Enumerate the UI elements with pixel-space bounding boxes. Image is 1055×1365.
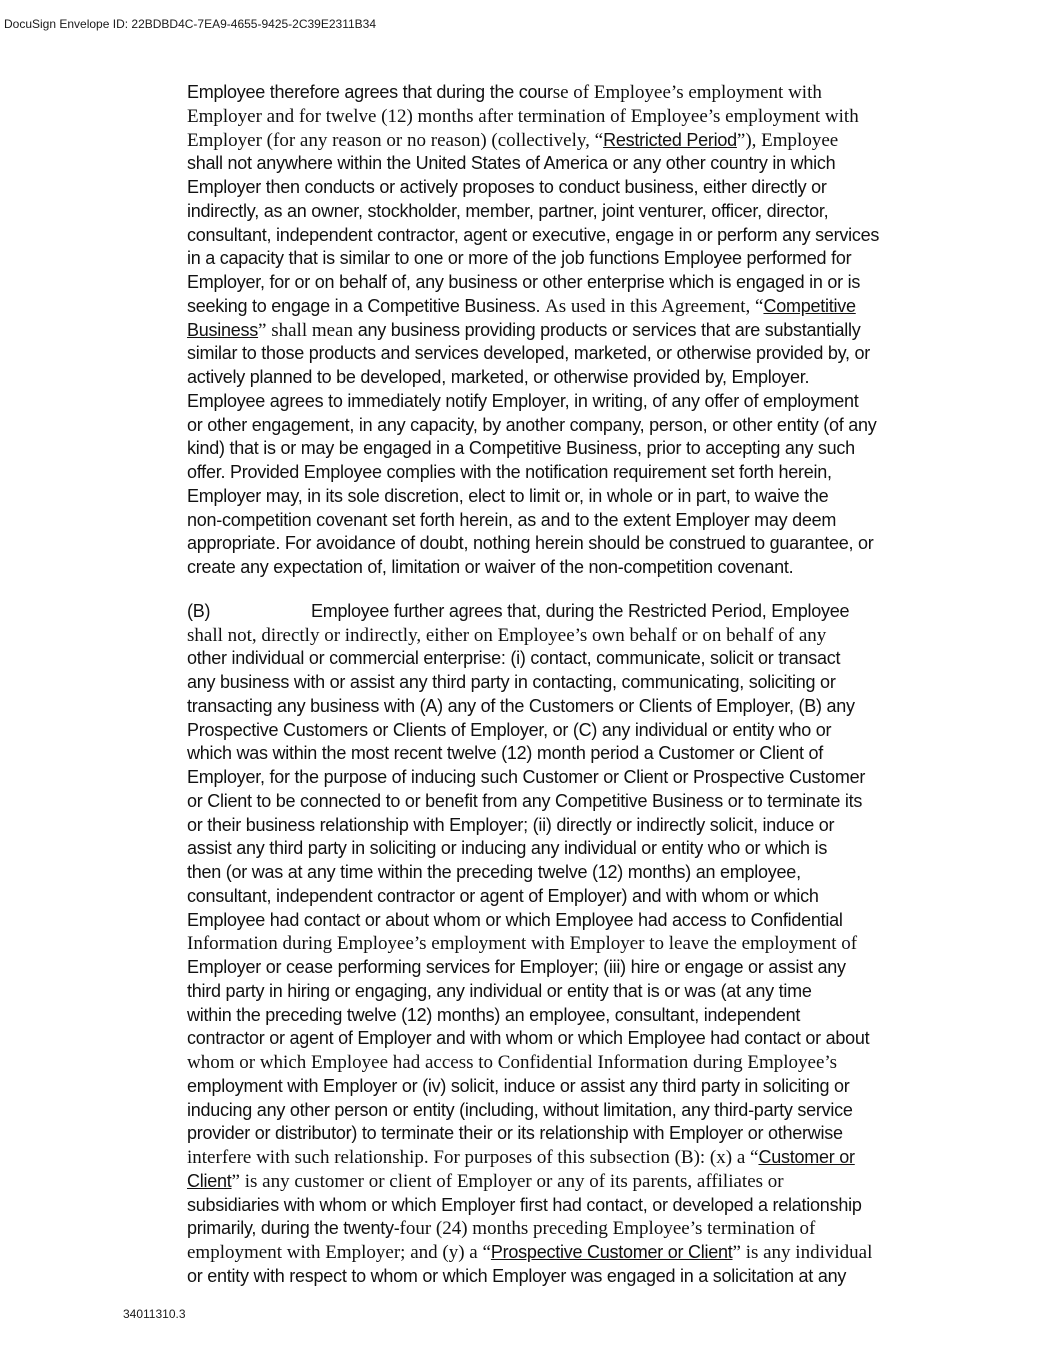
- paragraph-b: [187, 600, 939, 1289]
- text-run: shall not anywhere within the United States of America or any other country in which: [187, 153, 836, 174]
- text-line: [187, 1146, 939, 1170]
- text-run: Prospective Customers or Clients of Employer, or (C) any individual or entity who or: [187, 719, 832, 740]
- text-run: which was within the most recent twelve (12) month period a Customer or Client of: [187, 743, 824, 764]
- text-line: [187, 1217, 939, 1241]
- text-line: [187, 1099, 939, 1123]
- text-line: [187, 814, 939, 838]
- text-run: Information during Employee’s employment with Employer to leave the employment of: [187, 933, 858, 955]
- text-line: [187, 766, 939, 790]
- text-run: Employer and for twelve (12) months after termination of Employee’s employment with: [187, 105, 859, 127]
- text-run: employment with Employer or (iv) solicit, induce or assist any third party in soliciting or: [187, 1075, 850, 1096]
- text-run: consultant, independent contractor, agent or executive, engage in or perform any services: [187, 224, 880, 245]
- text-run: Employee therefore agrees that during the cour: [187, 82, 553, 102]
- text-run: interfere with such relationship. For purposes of this subsection (B): (x) a “: [187, 1147, 759, 1168]
- text-run: provider or distributor) to terminate their or its relationship with Employer or otherwise: [187, 1123, 843, 1144]
- text-line: [187, 742, 939, 766]
- text-run: indirectly, as an owner, stockholder, member, partner, joint venturer, officer, director,: [187, 200, 829, 221]
- text-line: [187, 1170, 939, 1194]
- defined-term: Customer or: [758, 1147, 855, 1167]
- text-line: [187, 556, 939, 580]
- text-run: other individual or commercial enterprise: (i) contact, communicate, solicit or transact: [187, 648, 841, 669]
- defined-term: Competitive: [763, 295, 856, 316]
- text-line: [187, 932, 939, 956]
- text-run: then (or was at any time within the preceding twelve (12) months) an employee,: [187, 862, 801, 882]
- text-line: [187, 461, 939, 485]
- document-number: 34011310.3: [123, 1307, 186, 1321]
- text-line: [187, 295, 939, 319]
- text-line: [187, 81, 939, 105]
- text-run: any business providing products or services that are substantially: [357, 319, 861, 340]
- text-line: [187, 695, 939, 719]
- text-run: Employer, for or on behalf of, any business or other enterprise which is engaged in or is: [187, 272, 861, 292]
- text-line: [187, 1122, 939, 1146]
- text-line: [187, 861, 939, 885]
- text-line: [187, 885, 939, 909]
- text-line: [187, 271, 939, 295]
- text-line: [187, 671, 939, 695]
- text-run: in a capacity that is similar to one or more of the job functions Employee performed for: [187, 248, 852, 269]
- text-line: [187, 319, 939, 343]
- defined-term: Prospective Customer or Client: [490, 1242, 733, 1262]
- subsection-marker: (B): [187, 600, 211, 621]
- text-line: [187, 1004, 939, 1028]
- text-run: Employee agrees to immediately notify Employer, in writing, of any offer of employment: [187, 390, 859, 411]
- text-run: Employer or cease performing services for Employer; (iii) hire or engage or assist any: [187, 957, 846, 977]
- text-run: appropriate. For avoidance of doubt, nothing herein should be construed to guarantee, or: [187, 533, 874, 554]
- text-run: offer. Provided Employee complies with the notification requirement set forth herein,: [187, 462, 832, 482]
- text-line: [187, 390, 939, 414]
- text-run: primarily, during the twenty-: [187, 1218, 400, 1239]
- text-run: non-competition covenant set forth herein, as and to the extent Employer may deem: [187, 509, 837, 530]
- text-line: [187, 342, 939, 366]
- text-line: [187, 509, 939, 533]
- text-run: ” shall mean: [258, 319, 358, 341]
- text-line: [187, 129, 939, 153]
- text-line: [187, 200, 939, 224]
- text-line: [187, 909, 939, 933]
- text-line: [187, 224, 939, 248]
- text-line: [187, 980, 939, 1004]
- text-run: or entity with respect to whom or which Employer was engaged in a solicitation at any: [187, 1265, 847, 1286]
- text-run: create any expectation of, limitation or waiver of the non-competition covenant.: [187, 557, 794, 577]
- text-run: kind) that is or may be engaged in a Competitive Business, prior to accepting any such: [187, 438, 855, 459]
- text-line: [187, 152, 939, 176]
- text-run: similar to those products and services developed, marketed, or otherwise provided by, or: [187, 343, 871, 364]
- text-line: [187, 414, 939, 438]
- text-line: [187, 532, 939, 556]
- text-run: or other engagement, in any capacity, by another company, person, or other entity (of any: [187, 414, 877, 435]
- paragraph-a: [187, 81, 939, 580]
- text-run: transacting any business with (A) any of the Customers or Clients of Employer, (B) any: [187, 695, 855, 716]
- text-run: or Client to be connected to or benefit from any Competitive Business or to terminate its: [187, 790, 863, 811]
- text-run: or their business relationship with Employer; (ii) directly or indirectly solicit, induce or: [187, 814, 835, 835]
- text-run: Employer, for the purpose of inducing such Customer or Client or Prospective Customer: [187, 767, 866, 787]
- text-line: [187, 790, 939, 814]
- text-line: [187, 600, 939, 624]
- text-line: [187, 1194, 939, 1218]
- defined-term: Business: [187, 319, 259, 340]
- text-run: Employer may, in its sole discretion, elect to limit or, in whole or in part, to waive the: [187, 485, 829, 506]
- text-line: [187, 1265, 939, 1289]
- text-run: se of Employee’s employment with: [552, 82, 822, 103]
- text-run: Employee further agrees that, during the Restricted Period, Employee: [311, 600, 850, 621]
- document-body: [187, 81, 939, 1289]
- text-line: [187, 837, 939, 861]
- text-line: [187, 1075, 939, 1099]
- text-run: inducing any other person or entity (including, without limitation, any third-party service: [187, 1099, 853, 1120]
- text-line: [187, 956, 939, 980]
- text-run: third party in hiring or engaging, any individual or entity that is or was (at any time: [187, 980, 812, 1001]
- text-run: Employee had contact or about whom or which Employee had access to Confidential: [187, 909, 843, 930]
- text-run: ”), Employee: [736, 129, 839, 151]
- defined-term: Restricted Period: [603, 129, 737, 150]
- text-line: [187, 719, 939, 743]
- text-line: [187, 176, 939, 200]
- text-line: [187, 1027, 939, 1051]
- defined-term: Client: [187, 1170, 232, 1191]
- docusign-envelope-id: DocuSign Envelope ID: 22BDBD4C-7EA9-4655-9425-2C39E2311B34: [4, 17, 377, 31]
- text-run: ” is any customer or client of Employer or any of its parents, affiliates or: [231, 1170, 784, 1192]
- text-run: ” is any individual: [732, 1242, 873, 1263]
- text-line: [187, 624, 939, 648]
- text-run: whom or which Employee had access to Confidential Information during Employee’s: [187, 1052, 838, 1073]
- text-run: subsidiaries with whom or which Employer first had contact, or developed a relationship: [187, 1194, 862, 1215]
- text-line: [187, 485, 939, 509]
- text-line: [187, 366, 939, 390]
- text-run: assist any third party in soliciting or inducing any individual or entity who or which is: [187, 838, 828, 859]
- text-run: seeking to engage in a Competitive Business.: [187, 295, 545, 316]
- text-run: consultant, independent contractor or agent of Employer) and with whom or which: [187, 885, 819, 906]
- text-line: [187, 247, 939, 271]
- text-run: actively planned to be developed, marketed, or otherwise provided by, Employer.: [187, 367, 810, 387]
- text-run: shall not, directly or indirectly, either on Employee’s own behalf or on behalf of any: [187, 624, 827, 646]
- text-run: employment with Employer; and (y) a “: [187, 1242, 491, 1263]
- text-run: within the preceding twelve (12) months) an employee, consultant, independent: [187, 1004, 801, 1025]
- text-line: [187, 105, 939, 129]
- text-run: Employer (for any reason or no reason) (collectively, “: [187, 129, 604, 151]
- text-run: As used in this Agreement, “: [544, 295, 764, 317]
- text-line: [187, 1051, 939, 1075]
- text-line: [187, 437, 939, 461]
- text-run: any business with or assist any third party in contacting, communicating, soliciting or: [187, 672, 836, 692]
- text-run: Employer then conducts or actively proposes to conduct business, either directly or: [187, 177, 827, 197]
- text-run: four (24) months preceding Employee’s termination of: [399, 1218, 816, 1240]
- text-line: [187, 647, 939, 671]
- paragraph-gap: [187, 580, 939, 600]
- text-line: [187, 1241, 939, 1265]
- text-run: contractor or agent of Employer and with whom or which Employee had contact or about: [187, 1028, 870, 1049]
